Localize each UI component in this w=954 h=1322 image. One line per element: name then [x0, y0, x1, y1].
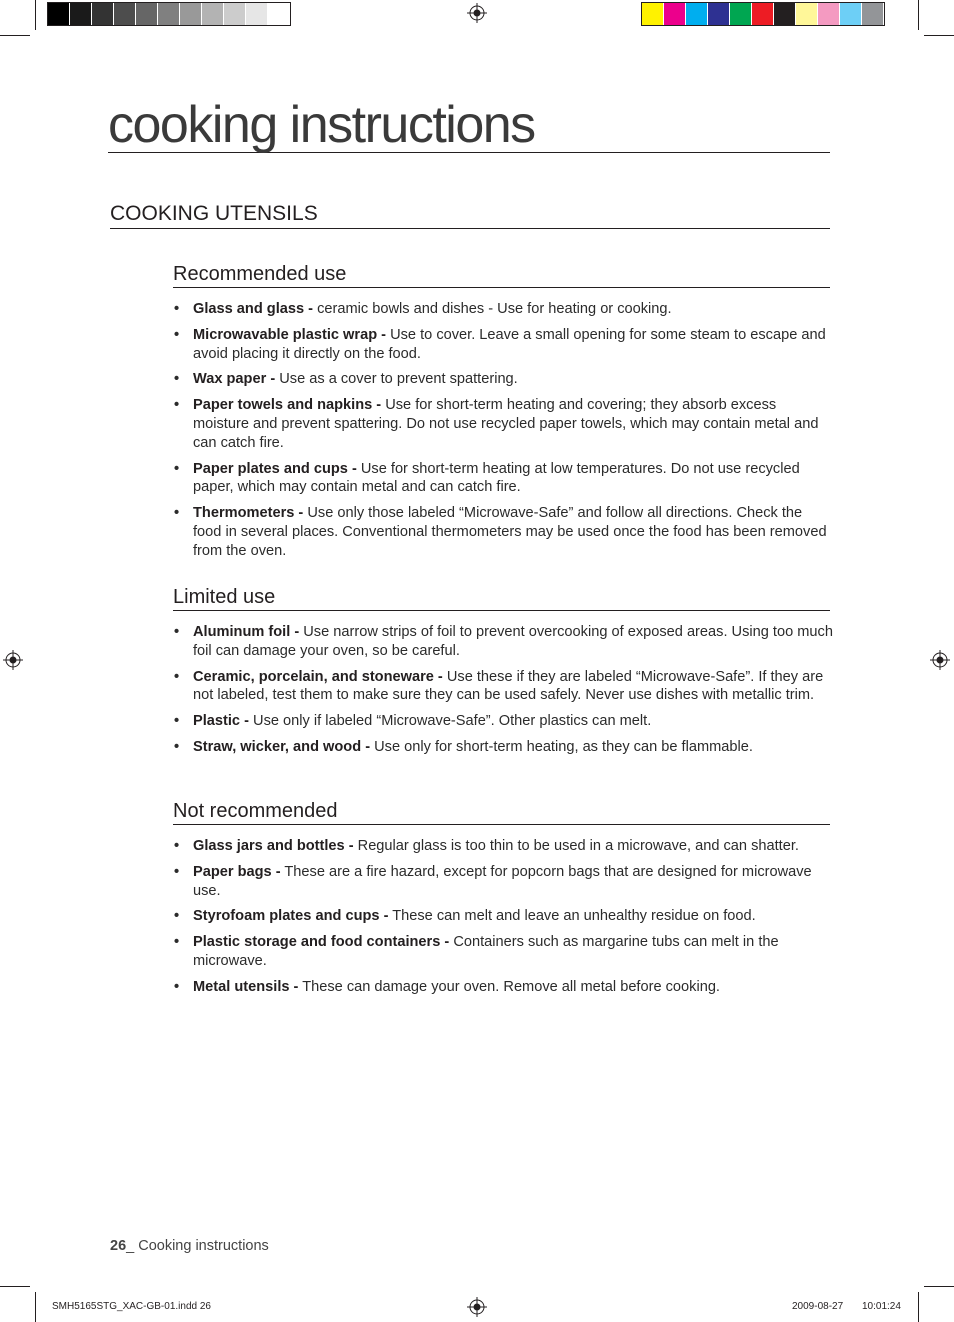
- color-swatch: [114, 3, 136, 25]
- color-swatch: [774, 3, 796, 25]
- color-swatch: [136, 3, 158, 25]
- color-swatch: [796, 3, 818, 25]
- bullet-icon: •: [174, 301, 180, 317]
- item-term: Ceramic, porcelain, and stoneware -: [193, 668, 443, 685]
- item-description: Use to cover. Leave a small opening for some steam to escape and avoid placing it directly on the food.: [193, 326, 826, 362]
- color-swatch: [752, 3, 774, 25]
- color-swatch: [224, 3, 246, 25]
- item-term: Microwavable plastic wrap -: [193, 326, 387, 343]
- crop-mark: [924, 35, 954, 36]
- limited-list: [173, 623, 833, 764]
- item-term: Thermometers -: [193, 505, 304, 522]
- crop-mark: [918, 1292, 919, 1322]
- item-term: Wax paper -: [193, 371, 276, 388]
- item-description: Use for short-term heating at low temperatures. Do not use recycled paper, which may contain metal and can catch fire.: [193, 460, 800, 496]
- item-description: Use only if labeled “Microwave-Safe”. Other plastics can melt.: [248, 713, 652, 730]
- bullet-icon: •: [174, 326, 180, 343]
- item-description: ceramic bowls and dishes - Use for heating or cooking.: [313, 301, 672, 317]
- bullet-icon: •: [174, 908, 180, 925]
- bullet-icon: •: [174, 978, 180, 995]
- crop-mark: [918, 0, 919, 30]
- item-description: These can damage your oven. Remove all metal before cooking.: [298, 978, 720, 995]
- bullet-icon: •: [174, 934, 180, 951]
- file-slug: SMH5165STG_XAC-GB-01.indd 26: [52, 1301, 211, 1312]
- slug-time: 10:01:24: [862, 1301, 901, 1312]
- registration-mark-icon: [3, 650, 23, 670]
- color-swatch: [180, 3, 202, 25]
- group-title-recommended: Recommended use: [173, 263, 830, 288]
- item-description: Containers such as margarine tubs can melt in the microwave.: [193, 934, 779, 969]
- list-item: [173, 396, 833, 452]
- list-item: [173, 837, 833, 856]
- page-title: cooking instructions: [108, 98, 830, 153]
- crop-mark: [35, 0, 36, 30]
- not-recommended-list: [173, 837, 833, 1004]
- registration-mark-icon: [467, 1297, 487, 1317]
- list-item: [173, 978, 833, 997]
- color-swatch: [708, 3, 730, 25]
- color-swatch: [686, 3, 708, 25]
- item-term: Plastic storage and food containers -: [193, 934, 450, 951]
- registration-mark-icon: [930, 650, 950, 670]
- process-color-bar: [641, 2, 885, 26]
- bullet-icon: •: [174, 371, 180, 388]
- list-item: [173, 300, 833, 319]
- color-swatch: [818, 3, 840, 25]
- grayscale-color-bar: [47, 2, 291, 26]
- item-description: Use only those labeled “Microwave-Safe” and follow all directions. Check the food in several places. Conventional thermometers may be used once the food has been removed from the oven.: [193, 505, 827, 559]
- list-item: [173, 623, 833, 661]
- item-description: Regular glass is too thin to be used in a microwave, and can shatter.: [353, 838, 799, 854]
- group-title-not-recommended: Not recommended: [173, 800, 830, 825]
- crop-mark: [924, 1286, 954, 1287]
- color-swatch: [48, 3, 70, 25]
- color-swatch: [92, 3, 114, 25]
- color-swatch: [158, 3, 180, 25]
- item-description: Use narrow strips of foil to prevent overcooking of exposed areas. Using too much foil can damage your oven, so be careful.: [193, 624, 833, 659]
- list-item: [173, 370, 833, 389]
- crop-mark: [0, 1286, 30, 1287]
- bullet-icon: •: [174, 838, 180, 854]
- color-swatch: [202, 3, 224, 25]
- bullet-icon: •: [174, 505, 180, 522]
- list-item: [173, 933, 833, 971]
- list-item: [173, 863, 833, 901]
- item-term: Metal utensils -: [193, 978, 299, 995]
- item-description: Use for short-term heating and covering; they absorb excess moisture and prevent spattering. Do not use recycled paper towels, which may contain metal and can catch fire.: [193, 397, 819, 451]
- bullet-icon: •: [174, 668, 180, 685]
- page-footer: [110, 1238, 269, 1254]
- crop-mark: [0, 35, 30, 36]
- item-term: Glass and glass -: [193, 301, 314, 317]
- item-description: These are a fire hazard, except for popcorn bags that are designed for microwave use.: [193, 863, 812, 899]
- item-term: Straw, wicker, and wood -: [193, 738, 371, 755]
- bullet-icon: •: [174, 460, 180, 477]
- crop-mark: [35, 1292, 36, 1322]
- list-item: [173, 738, 833, 757]
- recommended-list: [173, 300, 833, 568]
- page-label: _ Cooking instructions: [126, 1238, 269, 1254]
- color-swatch: [268, 3, 290, 25]
- item-term: Paper towels and napkins -: [193, 397, 382, 414]
- color-swatch: [246, 3, 268, 25]
- item-description: These can melt and leave an unhealthy residue on food.: [388, 908, 756, 925]
- item-term: Paper bags -: [193, 863, 281, 880]
- bullet-icon: •: [174, 738, 180, 755]
- color-swatch: [862, 3, 884, 25]
- bullet-icon: •: [174, 624, 180, 640]
- group-title-limited: Limited use: [173, 586, 830, 611]
- slug-date: 2009-08-27: [792, 1301, 844, 1312]
- bullet-icon: •: [174, 713, 180, 730]
- list-item: [173, 504, 833, 560]
- item-term: Glass jars and bottles -: [193, 838, 354, 854]
- color-swatch: [70, 3, 92, 25]
- color-swatch: [642, 3, 664, 25]
- page-number: 26: [110, 1238, 127, 1254]
- item-description: Use as a cover to prevent spattering.: [275, 371, 518, 388]
- item-term: Styrofoam plates and cups -: [193, 908, 389, 925]
- registration-mark-icon: [467, 3, 487, 23]
- bullet-icon: •: [174, 397, 180, 414]
- color-swatch: [840, 3, 862, 25]
- list-item: [173, 326, 833, 364]
- section-title: COOKING UTENSILS: [110, 202, 830, 229]
- item-term: Aluminum foil -: [193, 624, 300, 640]
- list-item: [173, 460, 833, 498]
- list-item: [173, 668, 833, 706]
- item-term: Paper plates and cups -: [193, 460, 357, 477]
- item-description: Use these if they are labeled “Microwave-Safe”. If they are not labeled, test them to make sure they can be used safely. Never use dishes with metallic trim.: [193, 668, 824, 704]
- color-swatch: [664, 3, 686, 25]
- bullet-icon: •: [174, 863, 180, 880]
- color-swatch: [730, 3, 752, 25]
- list-item: [173, 907, 833, 926]
- item-term: Plastic -: [193, 713, 249, 730]
- list-item: [173, 712, 833, 731]
- item-description: Use only for short-term heating, as they can be flammable.: [370, 738, 753, 755]
